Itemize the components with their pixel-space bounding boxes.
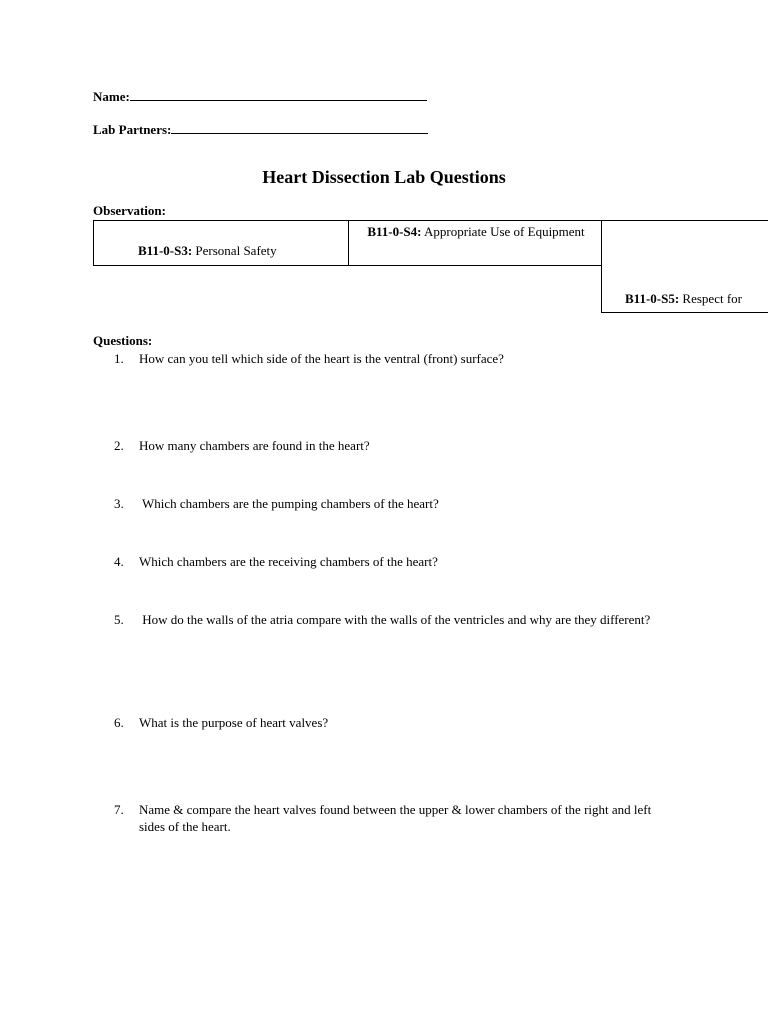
question-number: 5. (114, 612, 124, 627)
question-number: 2. (114, 438, 124, 453)
question-number: 7. (114, 802, 124, 817)
cell-text: Personal Safety (192, 243, 277, 258)
question-item (114, 437, 674, 454)
questions-label: Questions: (93, 333, 153, 348)
name-label: Name: (93, 89, 130, 104)
question-number: 3. (114, 496, 124, 511)
question-item (114, 801, 674, 835)
lab-partners-underline[interactable] (171, 132, 428, 134)
observation-cell-personal-safety (93, 220, 349, 266)
question-text: What is the purpose of heart valves? (139, 715, 329, 730)
question-item (114, 350, 674, 367)
cell-code: B11-0-S4: (367, 224, 422, 239)
question-text: Which chambers are the pumping chambers of the heart? (139, 496, 439, 511)
question-text: Which chambers are the receiving chambers of the heart? (139, 554, 438, 569)
name-underline[interactable] (130, 99, 427, 101)
cell-text: Appropriate Use of Equipment (421, 224, 585, 239)
question-text: How many chambers are found in the heart? (139, 438, 370, 453)
question-text: How do the walls of the atria compare with the walls of the ventricles and why are they different? (139, 612, 651, 627)
observation-cell-respect (601, 220, 768, 313)
cell-code: B11-0-S5: (625, 291, 680, 306)
observation-label: Observation: (93, 203, 166, 218)
question-item (114, 553, 674, 570)
page-title: Heart Dissection Lab Questions (262, 167, 506, 187)
cell-text: Respect for (679, 291, 742, 306)
question-number: 1. (114, 351, 124, 366)
question-number: 4. (114, 554, 124, 569)
cell-code: B11-0-S3: (138, 243, 193, 258)
question-item (114, 714, 674, 731)
lab-partners-field[interactable] (93, 122, 428, 138)
question-item (114, 611, 674, 628)
question-number: 6. (114, 715, 124, 730)
question-text: Name & compare the heart valves found between the upper & lower chambers of the right and left sides of the heart. (139, 802, 652, 834)
question-item (114, 495, 674, 512)
lab-partners-label: Lab Partners: (93, 122, 172, 137)
observation-cell-equipment (348, 220, 602, 266)
question-text: How can you tell which side of the heart is the ventral (front) surface? (139, 351, 504, 366)
name-field[interactable] (93, 89, 427, 105)
